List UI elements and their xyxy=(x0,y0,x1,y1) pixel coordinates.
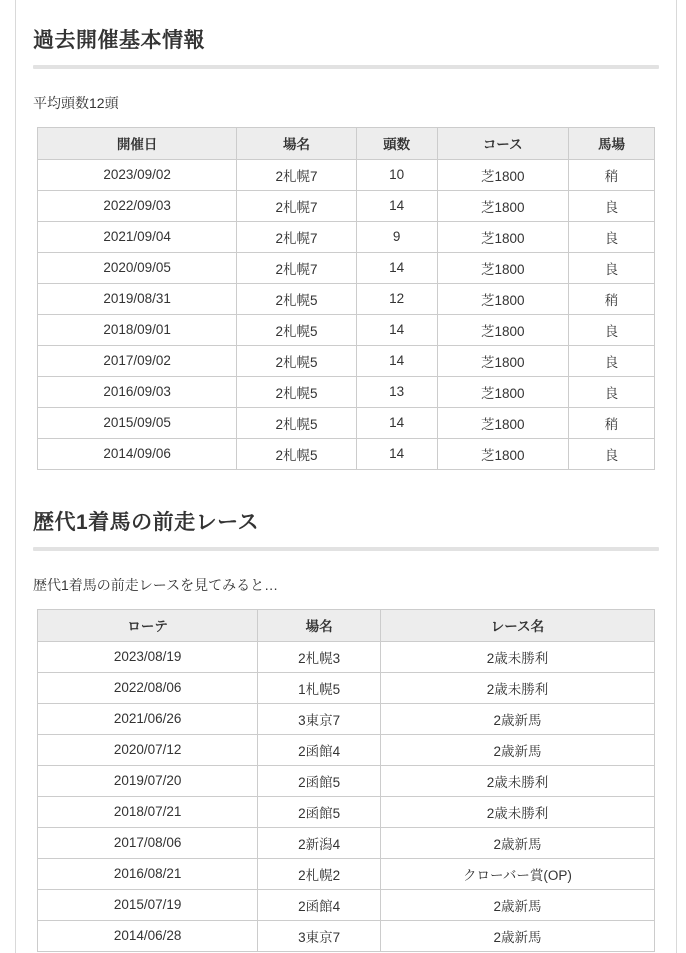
table-cell: 2札幌5 xyxy=(237,376,356,407)
table-cell: 2020/09/05 xyxy=(38,252,237,283)
table-cell: 芝1800 xyxy=(437,159,568,190)
table-cell: 2023/09/02 xyxy=(38,159,237,190)
table-cell: 2歳未勝利 xyxy=(380,765,654,796)
table-cell: 2札幌5 xyxy=(237,283,356,314)
table-cell: 2札幌7 xyxy=(237,252,356,283)
table-cell: 2歳新馬 xyxy=(380,889,654,920)
table-cell: 2018/07/21 xyxy=(38,796,258,827)
table-cell: 2歳新馬 xyxy=(380,734,654,765)
section-winners-previous-race xyxy=(33,470,659,952)
title-underline xyxy=(33,547,659,551)
table-cell: 14 xyxy=(356,314,437,345)
table-cell: 良 xyxy=(568,190,654,221)
table-row xyxy=(38,283,655,314)
table-cell: 2016/09/03 xyxy=(38,376,237,407)
column-header: 馬場 xyxy=(568,127,654,159)
table-cell: 2新潟4 xyxy=(258,827,381,858)
table-cell: 2札幌7 xyxy=(237,221,356,252)
table-cell: 2021/09/04 xyxy=(38,221,237,252)
header-row xyxy=(38,609,655,641)
title-underline xyxy=(33,65,659,69)
table-row xyxy=(38,376,655,407)
winners-previous-race-note: 歴代1着馬の前走レースを見てみると… xyxy=(33,577,279,594)
table-cell: 2023/08/19 xyxy=(38,641,258,672)
table-cell: 13 xyxy=(356,376,437,407)
table-cell: 芝1800 xyxy=(437,438,568,469)
page-title: 過去開催基本情報 xyxy=(33,29,205,52)
table-row xyxy=(38,734,655,765)
average-heads-note: 平均頭数12頭 xyxy=(33,95,119,112)
header-row xyxy=(38,127,655,159)
table-body xyxy=(38,641,655,951)
table-cell: 2札幌5 xyxy=(237,314,356,345)
winners-previous-race-table xyxy=(37,609,655,952)
table-row xyxy=(38,221,655,252)
table-row xyxy=(38,438,655,469)
table-cell: 良 xyxy=(568,376,654,407)
table-cell: 2019/07/20 xyxy=(38,765,258,796)
table-cell: 2歳未勝利 xyxy=(380,672,654,703)
column-header: 頭数 xyxy=(356,127,437,159)
table-cell: 14 xyxy=(356,407,437,438)
table-cell: 14 xyxy=(356,438,437,469)
table-row xyxy=(38,159,655,190)
table-cell: 芝1800 xyxy=(437,314,568,345)
table-cell: 2函館4 xyxy=(258,889,381,920)
table-cell: 2札幌7 xyxy=(237,190,356,221)
table-cell: 2歳未勝利 xyxy=(380,796,654,827)
table-head xyxy=(38,127,655,159)
table-cell: 2020/07/12 xyxy=(38,734,258,765)
table-cell: 14 xyxy=(356,190,437,221)
table-cell: 稍 xyxy=(568,283,654,314)
table-cell: 稍 xyxy=(568,159,654,190)
table-row xyxy=(38,920,655,951)
table-cell: 2函館5 xyxy=(258,765,381,796)
table-cell: 2札幌2 xyxy=(258,858,381,889)
column-header: 開催日 xyxy=(38,127,237,159)
table-row xyxy=(38,252,655,283)
table-row xyxy=(38,190,655,221)
table-row xyxy=(38,889,655,920)
table-cell: 1札幌5 xyxy=(258,672,381,703)
table-row xyxy=(38,407,655,438)
column-header: 場名 xyxy=(237,127,356,159)
table-cell: 9 xyxy=(356,221,437,252)
table-cell: 2017/08/06 xyxy=(38,827,258,858)
table-cell: 芝1800 xyxy=(437,221,568,252)
table-row xyxy=(38,345,655,376)
table-row xyxy=(38,672,655,703)
table-cell: 2札幌7 xyxy=(237,159,356,190)
table-cell: 2022/09/03 xyxy=(38,190,237,221)
table-cell: 3東京7 xyxy=(258,920,381,951)
table-cell: 芝1800 xyxy=(437,252,568,283)
table-cell: 2019/08/31 xyxy=(38,283,237,314)
table-cell: 2022/08/06 xyxy=(38,672,258,703)
section-title: 歴代1着馬の前走レース xyxy=(33,510,260,534)
table-cell: 2歳新馬 xyxy=(380,703,654,734)
table-cell: 3東京7 xyxy=(258,703,381,734)
table-cell: クローバー賞(OP) xyxy=(380,858,654,889)
table-cell: 2歳未勝利 xyxy=(380,641,654,672)
table-cell: 芝1800 xyxy=(437,376,568,407)
column-header: 場名 xyxy=(258,609,381,641)
table-row xyxy=(38,314,655,345)
table-cell: 2015/07/19 xyxy=(38,889,258,920)
table-cell: 2014/06/28 xyxy=(38,920,258,951)
section-past-race-info xyxy=(33,0,659,470)
column-header: レース名 xyxy=(380,609,654,641)
column-header: コース xyxy=(437,127,568,159)
table-cell: 良 xyxy=(568,314,654,345)
table-cell: 良 xyxy=(568,345,654,376)
table-cell: 10 xyxy=(356,159,437,190)
table-head xyxy=(38,609,655,641)
table-cell: 芝1800 xyxy=(437,345,568,376)
table-row xyxy=(38,765,655,796)
table-cell: 14 xyxy=(356,252,437,283)
column-header: ローテ xyxy=(38,609,258,641)
table-cell: 14 xyxy=(356,345,437,376)
table-cell: 芝1800 xyxy=(437,283,568,314)
table-cell: 芝1800 xyxy=(437,407,568,438)
table-cell: 2014/09/06 xyxy=(38,438,237,469)
table-cell: 2歳新馬 xyxy=(380,827,654,858)
table-cell: 良 xyxy=(568,221,654,252)
table-cell: 良 xyxy=(568,438,654,469)
table-cell: 2018/09/01 xyxy=(38,314,237,345)
table-cell: 2017/09/02 xyxy=(38,345,237,376)
table-cell: 2函館4 xyxy=(258,734,381,765)
content-card xyxy=(15,0,677,953)
table-row xyxy=(38,703,655,734)
table-cell: 2歳新馬 xyxy=(380,920,654,951)
past-race-info-table xyxy=(37,127,655,470)
table-cell: 2札幌5 xyxy=(237,345,356,376)
table-row xyxy=(38,641,655,672)
table-cell: 良 xyxy=(568,252,654,283)
table-cell: 2021/06/26 xyxy=(38,703,258,734)
table-cell: 芝1800 xyxy=(437,190,568,221)
table-row xyxy=(38,827,655,858)
table-cell: 2札幌5 xyxy=(237,407,356,438)
table-row xyxy=(38,858,655,889)
table-cell: 2札幌3 xyxy=(258,641,381,672)
table-cell: 稍 xyxy=(568,407,654,438)
table-cell: 12 xyxy=(356,283,437,314)
table-row xyxy=(38,796,655,827)
table-cell: 2函館5 xyxy=(258,796,381,827)
table-cell: 2札幌5 xyxy=(237,438,356,469)
table-cell: 2016/08/21 xyxy=(38,858,258,889)
table-cell: 2015/09/05 xyxy=(38,407,237,438)
table-body xyxy=(38,159,655,469)
